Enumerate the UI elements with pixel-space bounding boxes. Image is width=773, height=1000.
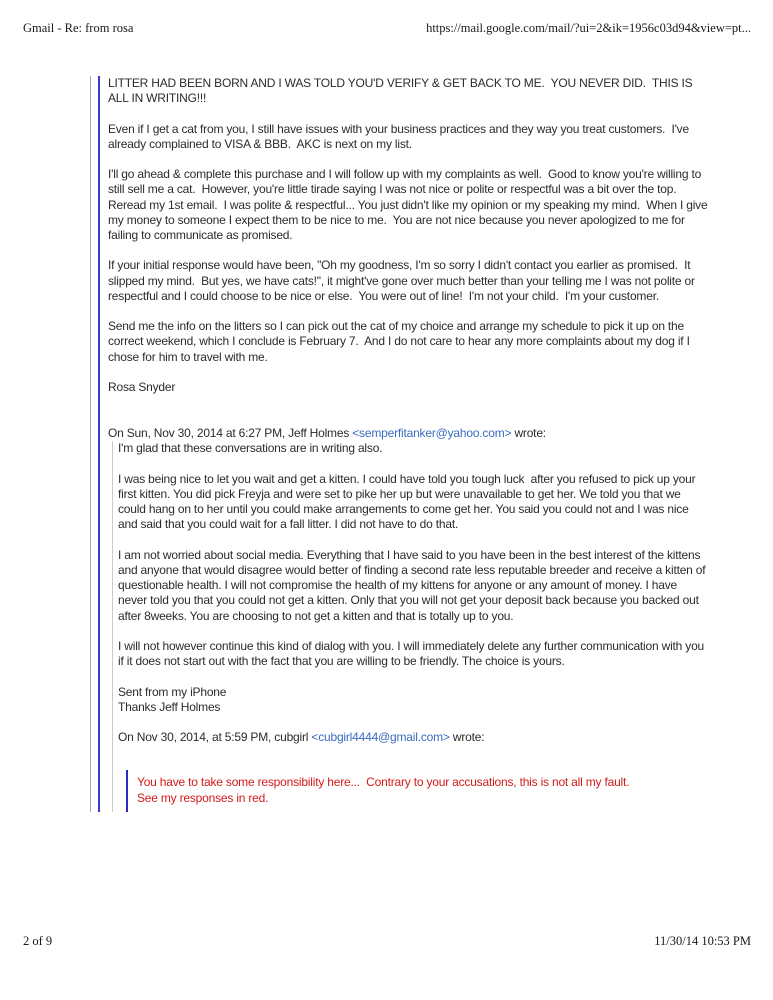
attribution-text: On Nov 30, 2014, at 5:59 PM, cubgirl (118, 730, 312, 745)
red-quote-line: You have to take some responsibility here... Contrary to your accusations, this is not all my fault. (137, 775, 630, 790)
email-body (90, 76, 711, 812)
print-footer (23, 934, 751, 949)
signoff-line: Thanks Jeff Holmes (118, 699, 221, 714)
quote-bar-outer (90, 76, 711, 812)
reply-paragraph: I'm glad that these conversations are in writing also. (118, 441, 383, 456)
page-number: 2 of 9 (23, 934, 53, 948)
reply-paragraph: I was being nice to let you wait and get a kitten. I could have told you tough luck after you refused to pick up your first kitten. You did pick Freyja and were set to pike her up but were unavailable to get her. We told you that we could hang on to her until you could make arrangements to come get her. You said you could not and I was nice and said that you could wait for a fall litter. I did not have to do that. (118, 471, 699, 532)
reply-attribution (108, 426, 708, 441)
attribution-text: wrote: (449, 730, 485, 745)
reply-paragraph: I will not however continue this kind of dialog with you. I will immediately delete any further communication with you if it does not start out with the fact that you are willing to be friendly. The choice is yours. (118, 638, 708, 669)
reply-attribution (118, 730, 708, 745)
print-header (23, 21, 751, 36)
quote-bar-inner (112, 441, 708, 811)
email-link[interactable]: <cubgirl4444@gmail.com> (311, 730, 450, 745)
page-url: https://mail.google.com/mail/?ui=2&ik=1956c03d94&view=pt... (426, 21, 751, 35)
message-paragraph: I'll go ahead & complete this purchase and I will follow up with my complaints as well. Good to know you're willing to still sell me a cat. However, you're little tirade saying I was not nice or polite or respectful was a bit over the top. Reread my 1st email. I was polite & respectful... You just didn't like my opinion or my speaking my mind. When I give my money to someone I expect them to be nice to me. You are not nice because you never apologized to me for failing to communicate as promised. (108, 167, 711, 242)
reply-paragraph: I am not worried about social media. Everything that I have said to you have been in the best interest of the kittens and anyone that would disagree would better of finding a second rate less reputable breeder and receive a kitten of questionable health. I will not compromise the health of my kittens for anyone or any amount of money. I have never told you that you could not get a kitten. Only that you will not get your deposit back because you backed out after 8weeks. You are choosing to not get a kitten and that is totally up to you. (118, 547, 709, 623)
sender-signature: Rosa Snyder (108, 379, 176, 394)
print-timestamp: 11/30/14 10:53 PM (654, 934, 751, 948)
attribution-text: On Sun, Nov 30, 2014 at 6:27 PM, Jeff Holmes (108, 426, 353, 441)
blank-space (118, 715, 708, 730)
message-paragraph: If your initial response would have been, "Oh my goodness, I'm so sorry I didn't contact you earlier as promised. It slipped my mind. But yes, we have cats!", it might've gone over much better than your telling me I was not polite or respectful and I could choose to be nice or else. You were out of line! I'm not your child. I'm your customer. (108, 258, 698, 303)
red-quote-line: See my responses in red. (137, 790, 269, 805)
message-paragraph: Even if I get a cat from you, I still have issues with your business practices and they way you treat customers. I've already complained to VISA & BBB. AKC is next on my list. (108, 121, 693, 151)
email-link[interactable]: <semperfitanker@yahoo.com> (352, 426, 512, 441)
message-paragraph: LITTER HAD BEEN BORN AND I WAS TOLD YOU'D VERIFY & GET BACK TO ME. YOU NEVER DID. THIS IS ALL IN WRITING!!! (108, 76, 695, 106)
blank-space (108, 395, 708, 426)
message-paragraph: Send me the info on the litters so I can pick out the cat of my choice and arrange my schedule to pick it up on the correct weekend, which I conclude is February 7. And I do not care to hear any more complaints about my dog if I chose for him to travel with me. (108, 319, 693, 364)
window-title: Gmail - Re: from rosa (23, 21, 134, 35)
signoff-line: Sent from my iPhone (118, 684, 227, 699)
quote-bar-blue (98, 76, 711, 812)
attribution-text: wrote: (511, 426, 546, 441)
quote-bar-red-reply (126, 770, 708, 811)
